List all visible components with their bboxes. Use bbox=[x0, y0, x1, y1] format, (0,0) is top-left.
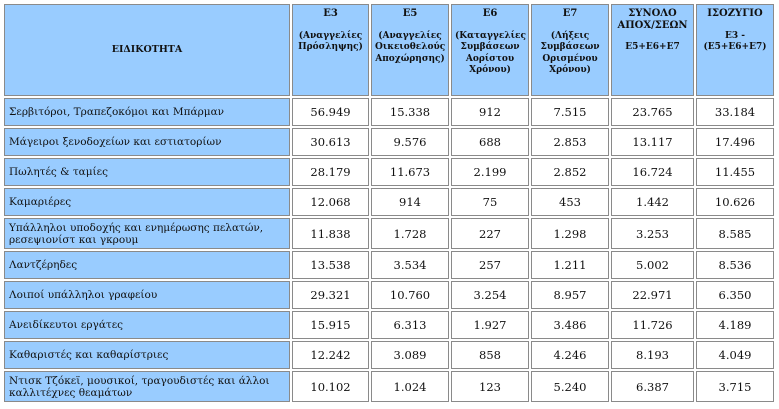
specialty-cell: Πωλητές & ταμίες bbox=[4, 158, 290, 186]
e3-cell: 29.321 bbox=[292, 281, 369, 309]
e3-cell: 10.102 bbox=[292, 371, 369, 402]
e5-cell: 11.673 bbox=[371, 158, 449, 186]
header-total-formula: Ε5+Ε6+Ε7 bbox=[625, 42, 680, 52]
table-row bbox=[4, 188, 774, 216]
e6-cell: 858 bbox=[451, 341, 529, 369]
total-cell: 16.724 bbox=[611, 158, 694, 186]
e6-cell: 123 bbox=[451, 371, 529, 402]
header-balance-title: ΙΣΟΖΥΓΙΟ bbox=[707, 8, 763, 19]
e6-cell: 2.199 bbox=[451, 158, 529, 186]
e7-cell: 7.515 bbox=[531, 98, 609, 126]
balance-cell: 33.184 bbox=[696, 98, 774, 126]
header-e7 bbox=[531, 4, 609, 96]
e5-cell: 914 bbox=[371, 188, 449, 216]
e7-cell: 8.957 bbox=[531, 281, 609, 309]
table-row bbox=[4, 158, 774, 186]
e6-cell: 227 bbox=[451, 218, 529, 249]
table-row bbox=[4, 371, 774, 402]
header-e5 bbox=[371, 4, 449, 96]
table-row bbox=[4, 311, 774, 339]
balance-cell: 4.189 bbox=[696, 311, 774, 339]
balance-cell: 10.626 bbox=[696, 188, 774, 216]
e7-cell: 2.853 bbox=[531, 128, 609, 156]
e6-cell: 257 bbox=[451, 251, 529, 279]
e6-cell: 912 bbox=[451, 98, 529, 126]
table-row bbox=[4, 128, 774, 156]
e5-cell: 9.576 bbox=[371, 128, 449, 156]
header-e3-desc: (Αναγγελίες Πρόσληψης) bbox=[298, 30, 363, 52]
total-cell: 22.971 bbox=[611, 281, 694, 309]
employment-flows-table bbox=[2, 2, 776, 404]
e7-cell: 1.211 bbox=[531, 251, 609, 279]
e5-cell: 15.338 bbox=[371, 98, 449, 126]
total-cell: 23.765 bbox=[611, 98, 694, 126]
total-cell: 1.442 bbox=[611, 188, 694, 216]
balance-cell: 8.585 bbox=[696, 218, 774, 249]
e3-cell: 28.179 bbox=[292, 158, 369, 186]
e5-cell: 3.089 bbox=[371, 341, 449, 369]
specialty-cell: Λοιποί υπάλληλοι γραφείου bbox=[4, 281, 290, 309]
table-row bbox=[4, 98, 774, 126]
header-e7-code: Ε7 bbox=[562, 8, 578, 19]
balance-cell: 4.049 bbox=[696, 341, 774, 369]
total-cell: 13.117 bbox=[611, 128, 694, 156]
e3-cell: 11.838 bbox=[292, 218, 369, 249]
balance-cell: 11.455 bbox=[696, 158, 774, 186]
e3-cell: 30.613 bbox=[292, 128, 369, 156]
e3-cell: 12.242 bbox=[292, 341, 369, 369]
e5-cell: 6.313 bbox=[371, 311, 449, 339]
header-balance-formula-2: (Ε5+Ε6+Ε7) bbox=[703, 42, 767, 52]
e5-cell: 1.728 bbox=[371, 218, 449, 249]
header-total-title: ΣΥΝΟΛΟ ΑΠΟΧ/ΣΕΩΝ bbox=[617, 8, 688, 31]
e3-cell: 56.949 bbox=[292, 98, 369, 126]
e3-cell: 12.068 bbox=[292, 188, 369, 216]
specialty-cell: Σερβιτόροι, Τραπεζοκόμοι και Μπάρμαν bbox=[4, 98, 290, 126]
table-row bbox=[4, 281, 774, 309]
e7-cell: 4.246 bbox=[531, 341, 609, 369]
table-row bbox=[4, 218, 774, 249]
specialty-cell: Ανειδίκευτοι εργάτες bbox=[4, 311, 290, 339]
e5-cell: 1.024 bbox=[371, 371, 449, 402]
table-row bbox=[4, 251, 774, 279]
header-e5-code: Ε5 bbox=[402, 8, 418, 19]
e7-cell: 1.298 bbox=[531, 218, 609, 249]
header-e5-desc: (Αναγγελίες Οικειοθελούς Αποχώρησης) bbox=[375, 30, 446, 64]
header-e3-code: Ε3 bbox=[323, 8, 338, 19]
total-cell: 3.253 bbox=[611, 218, 694, 249]
e7-cell: 3.486 bbox=[531, 311, 609, 339]
total-cell: 6.387 bbox=[611, 371, 694, 402]
header-specialty: ΕΙΔΙΚΟΤΗΤΑ bbox=[4, 4, 290, 96]
header-row bbox=[4, 4, 774, 96]
e5-cell: 10.760 bbox=[371, 281, 449, 309]
header-balance-formula-1: Ε3 - bbox=[725, 30, 745, 41]
table-row bbox=[4, 341, 774, 369]
specialty-cell: Υπάλληλοι υποδοχής και ενημέρωσης πελατών, ρεσεψιονίστ και γκρουμ bbox=[4, 218, 290, 249]
header-balance bbox=[696, 4, 774, 96]
header-e6 bbox=[451, 4, 529, 96]
specialty-cell: Καμαριέρες bbox=[4, 188, 290, 216]
e7-cell: 5.240 bbox=[531, 371, 609, 402]
specialty-cell: Μάγειροι ξενοδοχείων και εστιατορίων bbox=[4, 128, 290, 156]
e6-cell: 75 bbox=[451, 188, 529, 216]
total-cell: 5.002 bbox=[611, 251, 694, 279]
header-e6-desc: (Καταγγελίες Συμβάσεων Αορίστου Χρόνου) bbox=[455, 30, 526, 75]
specialty-cell: Καθαριστές και καθαρίστριες bbox=[4, 341, 290, 369]
e7-cell: 453 bbox=[531, 188, 609, 216]
e7-cell: 2.852 bbox=[531, 158, 609, 186]
balance-cell: 6.350 bbox=[696, 281, 774, 309]
total-cell: 11.726 bbox=[611, 311, 694, 339]
header-e6-code: Ε6 bbox=[482, 8, 498, 19]
header-total bbox=[611, 4, 694, 96]
specialty-cell: Ντισκ Τζόκεϊ, μουσικοί, τραγουδιστές και άλλοι καλλιτέχνες θεαμάτων bbox=[4, 371, 290, 402]
e3-cell: 13.538 bbox=[292, 251, 369, 279]
e6-cell: 1.927 bbox=[451, 311, 529, 339]
header-e3 bbox=[292, 4, 369, 96]
e5-cell: 3.534 bbox=[371, 251, 449, 279]
balance-cell: 3.715 bbox=[696, 371, 774, 402]
balance-cell: 8.536 bbox=[696, 251, 774, 279]
e3-cell: 15.915 bbox=[292, 311, 369, 339]
e6-cell: 3.254 bbox=[451, 281, 529, 309]
e6-cell: 688 bbox=[451, 128, 529, 156]
balance-cell: 17.496 bbox=[696, 128, 774, 156]
total-cell: 8.193 bbox=[611, 341, 694, 369]
header-e7-desc: (Λήξεις Συμβάσεων Ορισμένου Χρόνου) bbox=[540, 30, 600, 75]
specialty-cell: Λαντζέρηδες bbox=[4, 251, 290, 279]
